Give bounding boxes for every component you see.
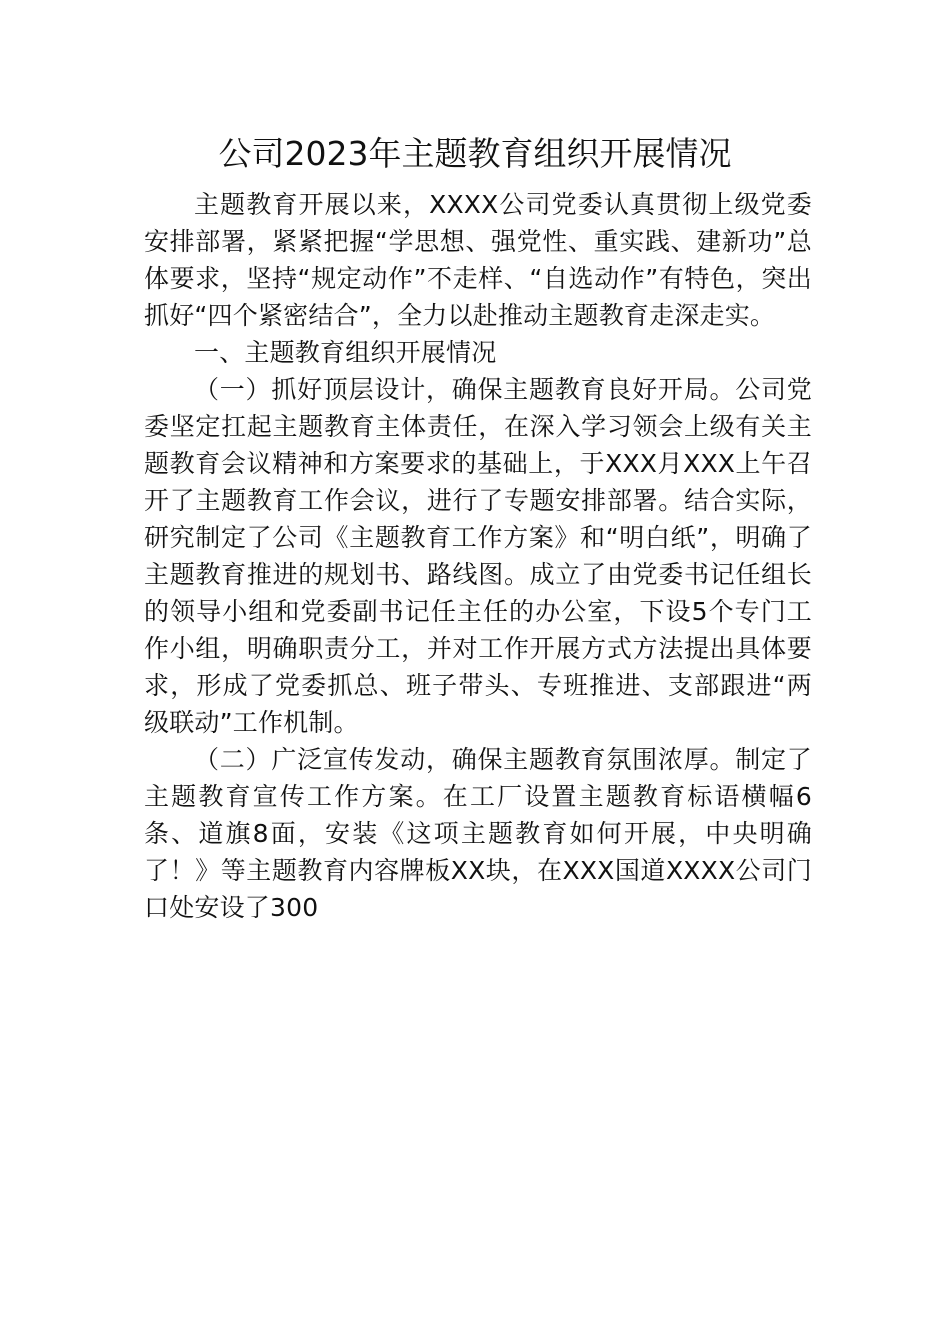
document-title: 公司2023年主题教育组织开展情况 <box>218 134 732 173</box>
document-body <box>144 186 812 926</box>
section-heading: 一、主题教育组织开展情况 <box>194 338 497 367</box>
subsection-paragraph-1: （一）抓好顶层设计，确保主题教育良好开局。公司党委坚定扛起主题教育主体责任，在深入学习领会上级有关主题教育会议精神和方案要求的基础上，于XXX月XXX上午召开了主题教育工作会议，进行了专题安排部署。结合实际，研究制定了公司《主题教育工作方案》和“明白纸”，明确了主题教育推进的规划书、路线图。成立了由党委书记任组长的领导小组和党委副书记任主任的办公室，下设5个专门工作小组，明确职责分工，并对工作开展方式方法提出具体要求，形成了党委抓总、班子带头、专班推进、支部跟进“两级联动”工作机制。 <box>144 375 812 737</box>
subsection-paragraph-2: （二）广泛宣传发动，确保主题教育氛围浓厚。制定了主题教育宣传工作方案。在工厂设置主题教育标语横幅6条、道旗8面，安装《这项主题教育如何开展，中央明确了！》等主题教育内容牌板XX块，在XXX国道XXXX公司门口处安设了300 <box>144 745 812 922</box>
intro-paragraph: 主题教育开展以来，XXXX公司党委认真贯彻上级党委安排部署，紧紧把握“学思想、强党性、重实践、建新功”总体要求，坚持“规定动作”不走样、“自选动作”有特色，突出抓好“四个紧密结合”，全力以赴推动主题教育走深走实。 <box>144 190 812 330</box>
